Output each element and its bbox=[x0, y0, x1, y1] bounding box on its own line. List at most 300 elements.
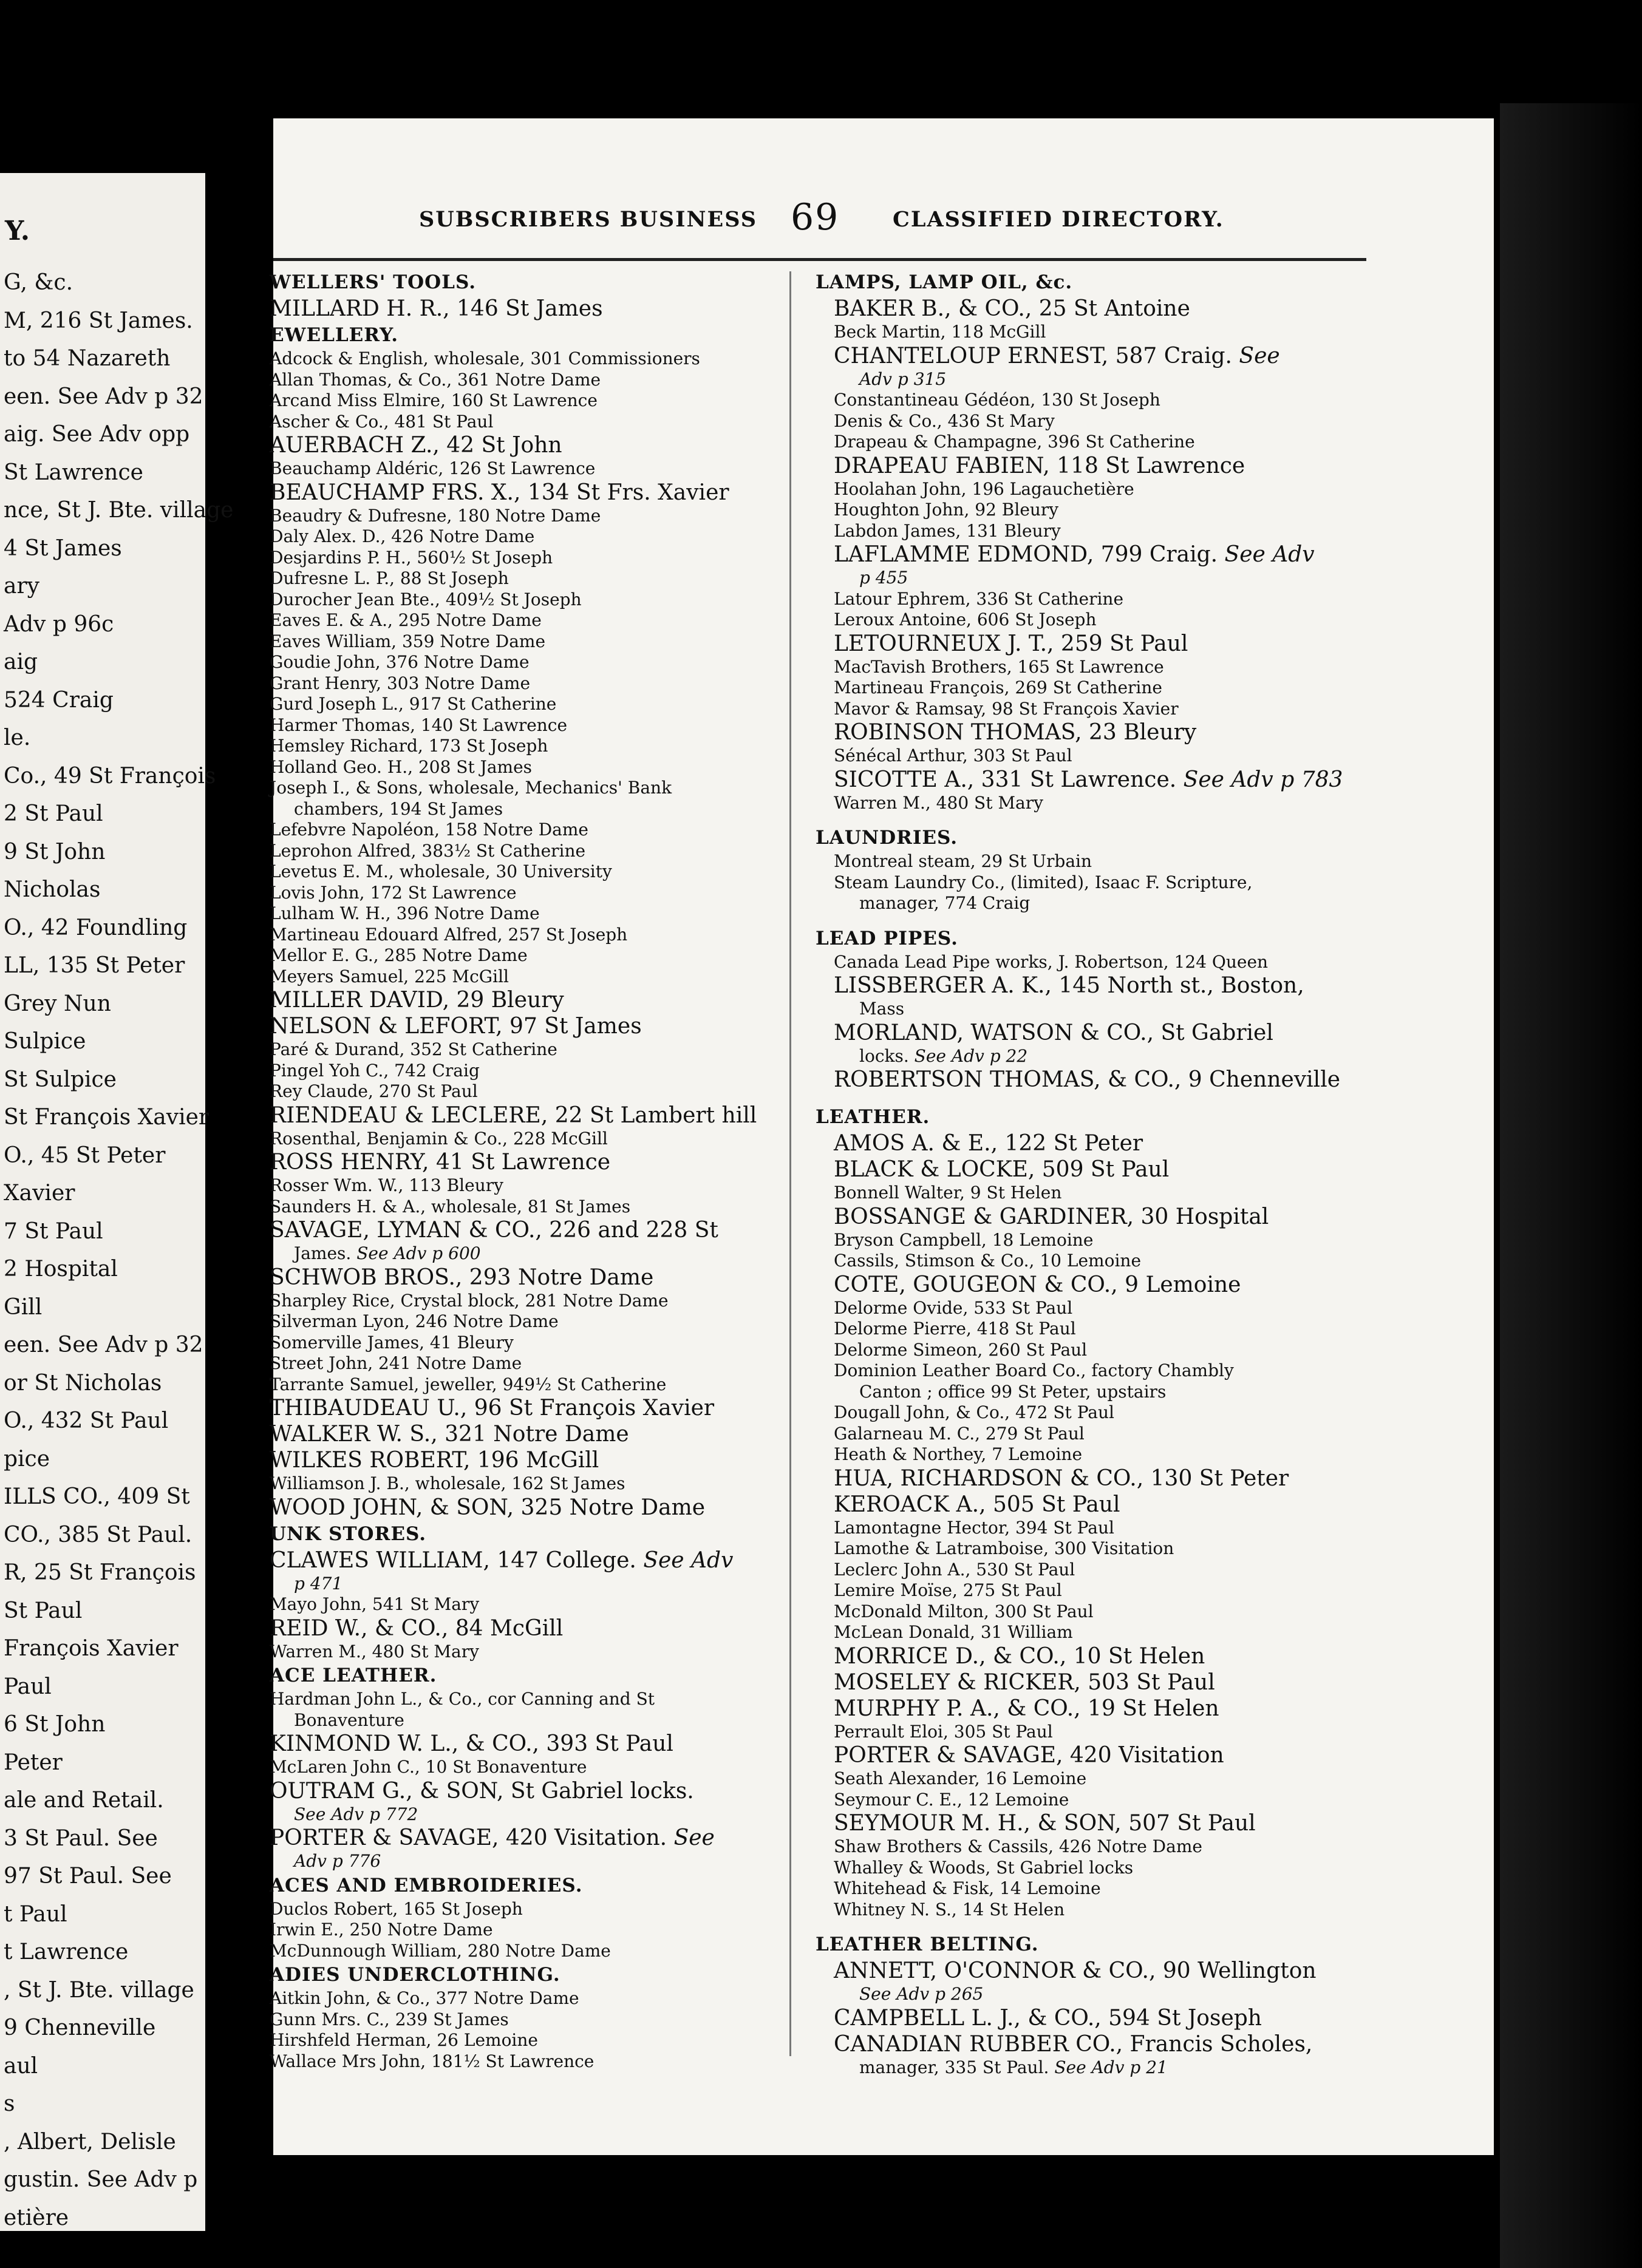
directory-entry bbox=[816, 1298, 1453, 1319]
entry-text: chambers, 194 St James bbox=[294, 798, 503, 819]
left-page-line: ale and Retail. bbox=[4, 1788, 164, 1813]
entry-text: Lamothe & Latramboise, 300 Visitation bbox=[834, 1538, 1174, 1558]
entry-text: CANADIAN RUBBER CO., Francis Scholes, bbox=[834, 2031, 1313, 2057]
entry-text: Mellor E. G., 285 Notre Dame bbox=[270, 945, 528, 965]
entry-text: Dougall John, & Co., 472 St Paul bbox=[834, 1402, 1114, 1422]
entry-text: Duclos Robert, 165 St Joseph bbox=[270, 1898, 523, 1919]
directory-entry bbox=[816, 500, 1453, 521]
directory-entry bbox=[816, 1518, 1453, 1539]
directory-entry bbox=[270, 1731, 780, 1757]
directory-entry bbox=[270, 526, 780, 548]
entry-text: James. bbox=[294, 1243, 352, 1263]
directory-entry bbox=[270, 715, 780, 736]
directory-entry bbox=[816, 1067, 1453, 1093]
directory-entry bbox=[270, 432, 780, 458]
directory-entry bbox=[270, 778, 780, 799]
directory-entry bbox=[816, 1230, 1453, 1251]
directory-entry bbox=[816, 657, 1453, 678]
directory-entry bbox=[270, 1941, 780, 1962]
entry-text: Allan Thomas, & Co., 361 Notre Dame bbox=[270, 369, 601, 390]
left-page-line: aig bbox=[4, 650, 38, 674]
directory-entry bbox=[270, 694, 780, 715]
directory-entry bbox=[270, 1265, 780, 1291]
directory-entry bbox=[816, 1722, 1453, 1743]
entry-text: CLAWES WILLIAM, 147 College. bbox=[270, 1547, 636, 1573]
left-page-line: St Paul bbox=[4, 1598, 83, 1623]
left-page-line: M, 216 St James. bbox=[4, 308, 193, 333]
left-page-line: etière bbox=[4, 2205, 69, 2230]
entry-text: Williamson J. B., wholesale, 162 St James bbox=[270, 1473, 625, 1493]
left-page-line: Co., 49 St François bbox=[4, 763, 216, 789]
entry-continuation bbox=[816, 2057, 1453, 2079]
advert-reference: See Adv p 772 bbox=[294, 1804, 418, 1824]
directory-entry bbox=[270, 1149, 780, 1175]
directory-entry bbox=[816, 1156, 1453, 1183]
entry-continuation bbox=[270, 1710, 780, 1731]
directory-entry bbox=[816, 1768, 1453, 1790]
directory-entry bbox=[816, 1020, 1453, 1046]
entry-text: Perrault Eloi, 305 St Paul bbox=[834, 1721, 1053, 1742]
advert-reference: p 455 bbox=[859, 568, 908, 588]
directory-entry bbox=[270, 1175, 780, 1197]
directory-entry bbox=[270, 1447, 780, 1473]
entry-text: Drapeau & Champagne, 396 St Catherine bbox=[834, 432, 1195, 452]
entry-text: LEATHER. bbox=[816, 1106, 930, 1128]
directory-entry bbox=[270, 1129, 780, 1150]
directory-entry bbox=[816, 1790, 1453, 1811]
left-page-line: Paul bbox=[4, 1674, 52, 1699]
left-page-line: O., 45 St Peter bbox=[4, 1142, 166, 1168]
entry-text: Durocher Jean Bte., 409½ St Joseph bbox=[270, 589, 582, 609]
directory-entry bbox=[816, 521, 1453, 542]
directory-entry bbox=[816, 745, 1453, 767]
directory-entry bbox=[270, 1061, 780, 1082]
directory-entry bbox=[816, 2031, 1453, 2057]
directory-entry bbox=[270, 458, 780, 480]
directory-entry bbox=[270, 1039, 780, 1061]
entry-text: Bryson Campbell, 18 Lemoine bbox=[834, 1229, 1094, 1250]
entry-text: MILLARD H. R., 146 St James bbox=[270, 296, 603, 321]
left-page-line: ary bbox=[4, 574, 40, 599]
advert-reference: p 471 bbox=[294, 1573, 343, 1594]
left-page-line: 2 Hospital bbox=[4, 1257, 118, 1282]
entry-text: Houghton John, 92 Bleury bbox=[834, 500, 1059, 520]
directory-entry bbox=[816, 767, 1453, 793]
left-page-line: Grey Nun bbox=[4, 991, 111, 1016]
directory-entry bbox=[270, 1642, 780, 1663]
advert-reference: See Adv bbox=[1224, 542, 1315, 567]
directory-entry bbox=[816, 1900, 1453, 1921]
entry-text: MURPHY P. A., & CO., 19 St Helen bbox=[834, 1696, 1219, 1721]
entry-continuation bbox=[816, 999, 1453, 1020]
directory-entry bbox=[270, 1988, 780, 2009]
entry-text: Steam Laundry Co., (limited), Isaac F. Scripture, bbox=[834, 872, 1253, 892]
entry-text: Hirshfeld Herman, 26 Lemoine bbox=[270, 2030, 538, 2050]
entry-text: BOSSANGE & GARDINER, 30 Hospital bbox=[834, 1204, 1269, 1229]
left-page-line: nce, St J. Bte. village bbox=[4, 498, 234, 523]
entry-text: Mayo John, 541 St Mary bbox=[270, 1594, 480, 1614]
entry-text: PORTER & SAVAGE, 420 Visitation. bbox=[270, 1825, 667, 1850]
directory-entry bbox=[816, 609, 1453, 631]
directory-entry bbox=[816, 1360, 1453, 1382]
page-header bbox=[419, 196, 1415, 239]
left-page-line: St Sulpice bbox=[4, 1067, 117, 1092]
entry-text: Beaudry & Dufresne, 180 Notre Dame bbox=[270, 505, 601, 526]
directory-entry bbox=[816, 973, 1453, 999]
directory-entry bbox=[270, 652, 780, 673]
entry-continuation bbox=[816, 1382, 1453, 1403]
entry-text: Warren M., 480 St Mary bbox=[834, 792, 1043, 813]
directory-entry bbox=[816, 411, 1453, 432]
left-page-line: CO., 385 St Paul. bbox=[4, 1522, 192, 1547]
advert-reference: See Adv bbox=[643, 1547, 734, 1573]
entry-text: SEYMOUR M. H., & SON, 507 St Paul bbox=[834, 1811, 1256, 1836]
directory-entry bbox=[270, 296, 780, 322]
directory-entry bbox=[270, 1757, 780, 1778]
directory-entry bbox=[270, 1311, 780, 1333]
left-page-line: ILLS CO., 409 St bbox=[4, 1484, 190, 1509]
left-page-fragment bbox=[0, 173, 234, 2231]
entry-text: MORLAND, WATSON & CO., St Gabriel bbox=[834, 1020, 1273, 1045]
entry-text: Dufresne L. P., 88 St Joseph bbox=[270, 568, 509, 588]
directory-entry bbox=[816, 1272, 1453, 1298]
directory-entry bbox=[816, 1340, 1453, 1361]
directory-entry bbox=[816, 1444, 1453, 1465]
directory-entry bbox=[816, 872, 1453, 894]
entry-text: Canada Lead Pipe works, J. Robertson, 124 Queen bbox=[834, 951, 1269, 972]
entry-continuation bbox=[270, 1804, 780, 1825]
directory-entry bbox=[816, 1319, 1453, 1340]
directory-entry bbox=[270, 568, 780, 589]
entry-text: LETOURNEUX J. T., 259 St Paul bbox=[834, 631, 1188, 656]
section-heading bbox=[816, 824, 1453, 851]
directory-entry bbox=[270, 1920, 780, 1941]
section-heading bbox=[816, 269, 1453, 296]
directory-entry bbox=[270, 945, 780, 966]
entry-text: Somerville James, 41 Bleury bbox=[270, 1332, 514, 1353]
entry-text: Leclerc John A., 530 St Paul bbox=[834, 1559, 1075, 1580]
entry-text: LEATHER BELTING. bbox=[816, 1934, 1039, 1955]
entry-continuation bbox=[270, 799, 780, 820]
entry-text: Denis & Co., 436 St Mary bbox=[834, 410, 1055, 431]
entry-text: Lefebvre Napoléon, 158 Notre Dame bbox=[270, 820, 588, 840]
entry-text: Mass bbox=[859, 999, 905, 1019]
directory-entry bbox=[816, 1643, 1453, 1669]
entry-text: Hoolahan John, 196 Lagauchetière bbox=[834, 478, 1134, 499]
entry-text: Canton ; office 99 St Peter, upstairs bbox=[859, 1381, 1167, 1402]
directory-entry bbox=[270, 348, 780, 370]
directory-entry bbox=[270, 1778, 780, 1804]
directory-entry bbox=[816, 1492, 1453, 1518]
entry-text: ACES AND EMBROIDERIES. bbox=[270, 1874, 583, 1896]
directory-entry bbox=[270, 589, 780, 611]
directory-entry bbox=[816, 793, 1453, 814]
directory-entry bbox=[270, 1615, 780, 1642]
entry-text: Rosenthal, Benjamin & Co., 228 McGill bbox=[270, 1128, 608, 1149]
directory-entry bbox=[816, 1538, 1453, 1560]
left-page-line: le. bbox=[4, 725, 31, 750]
entry-text: Latour Ephrem, 336 St Catherine bbox=[834, 588, 1124, 609]
entry-text: Shaw Brothers & Cassils, 426 Notre Dame bbox=[834, 1836, 1202, 1856]
entry-continuation bbox=[816, 369, 1453, 390]
left-page-line: G, &c. bbox=[4, 270, 73, 295]
entry-text: KEROACK A., 505 St Paul bbox=[834, 1492, 1120, 1517]
entry-text: SICOTTE A., 331 St Lawrence. bbox=[834, 767, 1177, 792]
left-page-line: gustin. See Adv p bbox=[4, 2167, 198, 2192]
entry-text: Whitney N. S., 14 St Helen bbox=[834, 1899, 1065, 1920]
directory-entry bbox=[270, 841, 780, 862]
entry-text: Saunders H. & A., wholesale, 81 St James bbox=[270, 1196, 631, 1217]
entry-text: HUA, RICHARDSON & CO., 130 St Peter bbox=[834, 1465, 1289, 1491]
directory-entry bbox=[816, 1958, 1453, 1984]
advert-reference: See Adv p 22 bbox=[914, 1045, 1028, 1066]
entry-text: locks. bbox=[859, 1045, 909, 1066]
entry-text: Beauchamp Aldéric, 126 St Lawrence bbox=[270, 458, 596, 478]
entry-text: McLaren John C., 10 St Bonaventure bbox=[270, 1757, 587, 1777]
advert-reference: See Adv p 21 bbox=[1054, 2057, 1168, 2077]
entry-text: BAKER B., & CO., 25 St Antoine bbox=[834, 296, 1190, 321]
entry-text: RIENDEAU & LECLERE, 22 St Lambert hill bbox=[270, 1102, 757, 1128]
entry-text: Desjardins P. H., 560½ St Joseph bbox=[270, 547, 553, 568]
directory-entry bbox=[816, 1601, 1453, 1623]
directory-entry bbox=[270, 548, 780, 569]
left-page-line: s bbox=[4, 2091, 15, 2116]
directory-entry bbox=[270, 861, 780, 883]
directory-entry bbox=[816, 1696, 1453, 1722]
directory-entry bbox=[270, 1421, 780, 1447]
left-page-line: R, 25 St François bbox=[4, 1560, 196, 1585]
directory-entry bbox=[816, 1465, 1453, 1492]
left-page-line: 2 St Paul bbox=[4, 801, 103, 826]
entry-text: SCHWOB BROS., 293 Notre Dame bbox=[270, 1265, 654, 1290]
directory-entry bbox=[270, 1081, 780, 1102]
directory-entry bbox=[270, 1217, 780, 1243]
entry-text: AUERBACH Z., 42 St John bbox=[270, 433, 562, 458]
entry-text: Lamontagne Hector, 394 St Paul bbox=[834, 1517, 1114, 1538]
directory-entry bbox=[816, 1669, 1453, 1696]
entry-text: McDunnough William, 280 Notre Dame bbox=[270, 1940, 611, 1961]
entry-text: Galarneau M. C., 279 St Paul bbox=[834, 1423, 1085, 1444]
directory-entry bbox=[816, 2005, 1453, 2031]
entry-continuation bbox=[270, 1574, 780, 1595]
left-page-line: , Albert, Delisle bbox=[4, 2129, 176, 2154]
directory-entry bbox=[816, 1130, 1453, 1156]
entry-text: EWELLERY. bbox=[270, 324, 399, 346]
directory-entry bbox=[270, 987, 780, 1013]
entry-text: Paré & Durand, 352 St Catherine bbox=[270, 1039, 557, 1059]
left-page-line: François Xavier bbox=[4, 1636, 179, 1661]
entry-text: Ascher & Co., 481 St Paul bbox=[270, 411, 494, 432]
directory-entry bbox=[270, 966, 780, 988]
directory-entry bbox=[270, 1102, 780, 1129]
entry-text: AMOS A. & E., 122 St Peter bbox=[834, 1131, 1143, 1156]
directory-entry bbox=[270, 412, 780, 433]
entry-text: Leroux Antoine, 606 St Joseph bbox=[834, 609, 1097, 630]
advert-reference: Adv p 776 bbox=[294, 1851, 381, 1871]
entry-text: Delorme Simeon, 260 St Paul bbox=[834, 1339, 1088, 1360]
directory-entry bbox=[270, 673, 780, 694]
page-number: 69 bbox=[791, 196, 840, 239]
directory-entry bbox=[816, 1878, 1453, 1900]
advert-reference: See bbox=[673, 1825, 715, 1850]
directory-entry bbox=[270, 370, 780, 391]
entry-text: WOOD JOHN, & SON, 325 Notre Dame bbox=[270, 1495, 706, 1520]
left-page-line: , St J. Bte. village bbox=[4, 1977, 194, 2003]
directory-entry bbox=[270, 1689, 780, 1710]
entry-text: Joseph I., & Sons, wholesale, Mechanics' Bank bbox=[270, 778, 672, 798]
advert-reference: See Adv p 265 bbox=[859, 1984, 984, 2004]
entry-text: DRAPEAU FABIEN, 118 St Lawrence bbox=[834, 453, 1245, 478]
entry-text: Levetus E. M., wholesale, 30 University bbox=[270, 861, 612, 881]
entry-text: Whalley & Woods, St Gabriel locks bbox=[834, 1857, 1134, 1878]
entry-text: THIBAUDEAU U., 96 St François Xavier bbox=[270, 1396, 715, 1421]
directory-entry bbox=[816, 1742, 1453, 1768]
entry-text: UNK STORES. bbox=[270, 1523, 427, 1545]
entry-continuation bbox=[816, 893, 1453, 914]
header-rule bbox=[273, 258, 1366, 261]
entry-text: BEAUCHAMP FRS. X., 134 St Frs. Xavier bbox=[270, 480, 729, 505]
entry-text: Seymour C. E., 12 Lemoine bbox=[834, 1789, 1069, 1810]
entry-text: manager, 335 St Paul. bbox=[859, 2057, 1049, 2077]
entry-text: Hemsley Richard, 173 St Joseph bbox=[270, 736, 548, 756]
directory-entry bbox=[816, 851, 1453, 872]
directory-entry bbox=[270, 1473, 780, 1495]
entry-text: WELLERS' TOOLS. bbox=[270, 271, 477, 293]
entry-text: ROBINSON THOMAS, 23 Bleury bbox=[834, 720, 1197, 745]
entry-text: KINMOND W. L., & CO., 393 St Paul bbox=[270, 1731, 673, 1756]
directory-entry bbox=[816, 589, 1453, 610]
directory-entry bbox=[816, 1402, 1453, 1424]
directory-entry bbox=[816, 952, 1453, 973]
left-page-line: 97 St Paul. See bbox=[4, 1864, 172, 1889]
entry-text: Delorme Pierre, 418 St Paul bbox=[834, 1319, 1076, 1339]
entry-text: Lulham W. H., 396 Notre Dame bbox=[270, 903, 540, 923]
entry-continuation bbox=[270, 1243, 780, 1265]
entry-text: Heath & Northey, 7 Lemoine bbox=[834, 1444, 1083, 1464]
directory-entry bbox=[816, 322, 1453, 343]
entry-text: Warren M., 480 St Mary bbox=[270, 1641, 479, 1662]
entry-text: MOSELEY & RICKER, 503 St Paul bbox=[834, 1669, 1215, 1695]
left-page-line: pice bbox=[4, 1446, 50, 1472]
entry-text: LAMPS, LAMP OIL, &c. bbox=[816, 271, 1073, 293]
directory-entry bbox=[270, 1825, 780, 1851]
left-page-line: O., 432 St Paul bbox=[4, 1408, 169, 1433]
entry-text: Tarrante Samuel, jeweller, 949½ St Catherine bbox=[270, 1374, 667, 1394]
directory-entry bbox=[816, 390, 1453, 411]
directory-entry bbox=[816, 1580, 1453, 1601]
entry-text: Gurd Joseph L., 917 St Catherine bbox=[270, 694, 557, 714]
section-heading bbox=[270, 1961, 780, 1988]
entry-text: McDonald Milton, 300 St Paul bbox=[834, 1601, 1094, 1621]
entry-text: Pingel Yoh C., 742 Craig bbox=[270, 1060, 480, 1081]
directory-entry bbox=[816, 719, 1453, 745]
directory-entry bbox=[270, 1547, 780, 1574]
entry-text: Sénécal Arthur, 303 St Paul bbox=[834, 745, 1072, 766]
entry-text: MILLER DAVID, 29 Bleury bbox=[270, 988, 564, 1013]
entry-text: MacTavish Brothers, 165 St Lawrence bbox=[834, 656, 1164, 677]
entry-text: Martineau Edouard Alfred, 257 St Joseph bbox=[270, 924, 628, 945]
entry-text: Rosser Wm. W., 113 Bleury bbox=[270, 1175, 503, 1195]
entry-text: Martineau François, 269 St Catherine bbox=[834, 677, 1162, 698]
left-page-line: 524 Craig bbox=[4, 687, 114, 713]
entry-text: Eaves E. & A., 295 Notre Dame bbox=[270, 610, 542, 630]
left-page-line: 3 St Paul. See bbox=[4, 1825, 158, 1851]
directory-page bbox=[270, 118, 1494, 2155]
directory-entry bbox=[270, 1495, 780, 1521]
entry-text: Gunn Mrs. C., 239 St James bbox=[270, 2009, 509, 2029]
entry-text: ADIES UNDERCLOTHING. bbox=[270, 1964, 560, 1986]
column-divider bbox=[789, 271, 791, 2056]
entry-text: Daly Alex. D., 426 Notre Dame bbox=[270, 526, 535, 546]
left-page-line: LL, 135 St Peter bbox=[4, 953, 185, 978]
entry-continuation bbox=[816, 1046, 1453, 1067]
left-page-line: St Lawrence bbox=[4, 460, 143, 485]
entry-text: Irwin E., 250 Notre Dame bbox=[270, 1920, 493, 1940]
directory-entry bbox=[270, 1899, 780, 1920]
entry-text: Mavor & Ramsay, 98 St François Xavier bbox=[834, 698, 1179, 719]
book-binding bbox=[1500, 103, 1642, 2268]
entry-text: Sharpley Rice, Crystal block, 281 Notre Dame bbox=[270, 1290, 669, 1311]
entry-text: Seath Alexander, 16 Lemoine bbox=[834, 1768, 1087, 1788]
section-heading bbox=[270, 1872, 780, 1899]
entry-text: McLean Donald, 31 William bbox=[834, 1622, 1073, 1642]
entry-text: CHANTELOUP ERNEST, 587 Craig. bbox=[834, 343, 1232, 368]
directory-entry bbox=[816, 1560, 1453, 1581]
left-page-line: 7 St Paul bbox=[4, 1218, 103, 1244]
directory-entry bbox=[270, 506, 780, 527]
left-page-line: 4 St James bbox=[4, 535, 122, 561]
left-page-line: Sulpice bbox=[4, 1029, 86, 1054]
directory-entry bbox=[816, 1622, 1453, 1643]
advert-reference: See Adv p 600 bbox=[356, 1243, 481, 1263]
left-page-line: 9 Chenneville bbox=[4, 2015, 156, 2040]
directory-entry bbox=[816, 1810, 1453, 1836]
entry-continuation bbox=[270, 1851, 780, 1872]
directory-entry bbox=[270, 1374, 780, 1396]
entry-text: OUTRAM G., & SON, St Gabriel locks. bbox=[270, 1778, 694, 1804]
entry-text: Hardman John L., & Co., cor Canning and St bbox=[270, 1689, 655, 1709]
entry-text: CAMPBELL L. J., & CO., 594 St Joseph bbox=[834, 2005, 1262, 2031]
entry-text: Dominion Leather Board Co., factory Chambly bbox=[834, 1360, 1234, 1380]
entry-text: Street John, 241 Notre Dame bbox=[270, 1353, 522, 1373]
entry-text: Silverman Lyon, 246 Notre Dame bbox=[270, 1311, 559, 1331]
directory-entry bbox=[270, 1395, 780, 1421]
directory-entry bbox=[816, 1204, 1453, 1230]
section-heading bbox=[270, 269, 780, 296]
left-page-line: 6 St John bbox=[4, 1712, 106, 1737]
directory-entry bbox=[270, 631, 780, 653]
entry-text: Bonnell Walter, 9 St Helen bbox=[834, 1183, 1062, 1203]
entry-text: Eaves William, 359 Notre Dame bbox=[270, 631, 546, 651]
entry-text: Delorme Ovide, 533 St Paul bbox=[834, 1297, 1073, 1318]
directory-entry bbox=[816, 479, 1453, 500]
left-page-line: St François Xavier bbox=[4, 1105, 210, 1130]
directory-entry bbox=[270, 1291, 780, 1312]
entry-text: Lemire Moïse, 275 St Paul bbox=[834, 1580, 1062, 1600]
directory-entry bbox=[816, 631, 1453, 657]
header-right: CLASSIFIED DIRECTORY. bbox=[893, 207, 1224, 232]
advert-reference: See bbox=[1239, 343, 1280, 368]
left-page-line: aig. See Adv opp bbox=[4, 422, 190, 447]
entry-text: MORRICE D., & CO., 10 St Helen bbox=[834, 1643, 1205, 1669]
entry-text: ROSS HENRY, 41 St Lawrence bbox=[270, 1150, 611, 1175]
entry-text: Lovis John, 172 St Lawrence bbox=[270, 882, 517, 903]
section-heading bbox=[816, 1931, 1453, 1958]
directory-entry bbox=[816, 1183, 1453, 1204]
directory-entry bbox=[816, 1836, 1453, 1858]
directory-entry bbox=[816, 542, 1453, 568]
left-page-line: een. See Adv p 32 bbox=[4, 384, 203, 409]
